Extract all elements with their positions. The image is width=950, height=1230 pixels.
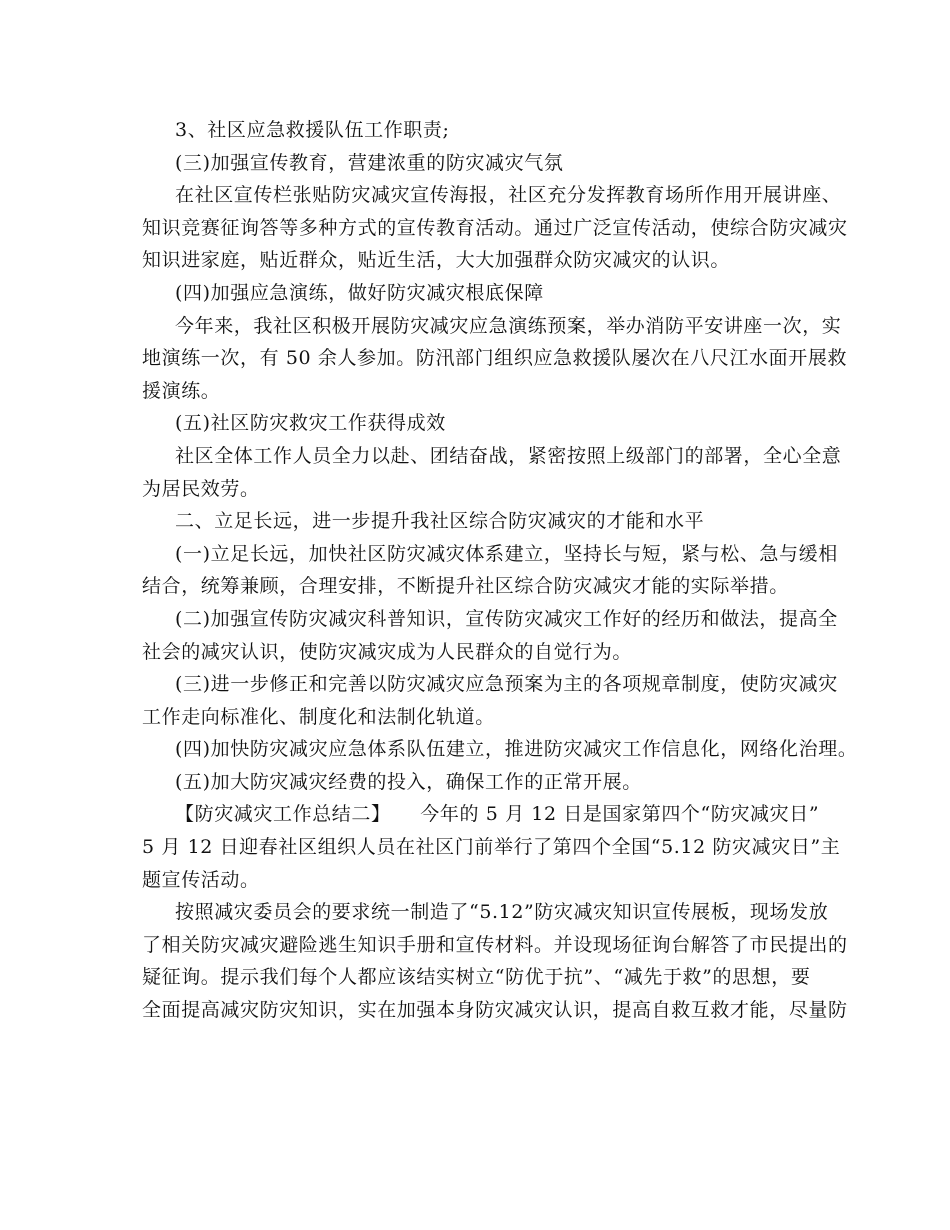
text-line: (三)加强宣传教育，营建浓重的防灾减灾气氛	[175, 151, 564, 174]
text-line: (四)加快防灾减灾应急体系队伍建立，推进防灾减灾工作信息化，网络化治理。	[175, 738, 858, 761]
text-line: (五)社区防灾救灾工作获得成效	[175, 412, 446, 435]
text-line: 全面提高减灾防灾知识，实在加强本身防灾减灾认识，提高自救互救才能，尽量防	[142, 999, 848, 1022]
text-line: 知识进家庭，贴近群众，贴近生活，大大加强群众防灾减灾的认识。	[142, 249, 731, 272]
text-line: 今年来，我社区积极开展防灾减灾应急演练预案，举办消防平安讲座一次，实	[175, 314, 842, 337]
text-line: 地演练一次，有 50 余人参加。防汛部门组织应急救援队屡次在八尺江水面开展救	[142, 347, 848, 370]
text-line: (三)进一步修正和完善以防灾减灾应急预案为主的各项规章制度，使防灾减灾	[175, 673, 838, 696]
text-line: 结合，统筹兼顾，合理安排，不断提升社区综合防灾减灾才能的实际举措。	[142, 575, 789, 598]
text-line: 按照减灾委员会的要求统一制造了“5.12”防灾减灾知识宣传展板，现场发放	[175, 901, 829, 924]
text-line: 在社区宣传栏张贴防灾减灾宣传海报，社区充分发挥教育场所作用开展讲座、	[175, 184, 842, 207]
text-line: 为居民效劳。	[142, 477, 260, 500]
text-line: 了相关防灾减灾避险逃生知识手册和宣传材料。并设现场征询台解答了市民提出的	[142, 933, 848, 956]
text-line: 【防灾减灾工作总结二】 今年的 5 月 12 日是国家第四个“防灾减灾日”	[175, 803, 820, 826]
text-line: 题宣传活动。	[142, 868, 260, 891]
document-body	[142, 114, 858, 1027]
text-line: 二、立足长远，进一步提升我社区综合防灾减灾的才能和水平	[175, 510, 705, 533]
text-line: 知识竞赛征询答等多种方式的宣传教育活动。通过广泛宣传活动，使综合防灾减灾	[142, 216, 848, 239]
text-line: (一)立足长远，加快社区防灾减灾体系建立，坚持长与短，紧与松、急与缓相	[175, 542, 838, 565]
text-line: 工作走向标准化、制度化和法制化轨道。	[142, 705, 495, 728]
text-line: 社会的减灾认识，使防灾减灾成为人民群众的自觉行为。	[142, 640, 633, 663]
text-line: (五)加大防灾减灾经费的投入，确保工作的正常开展。	[175, 770, 642, 793]
text-line: 疑征询。提示我们每个人都应该结实树立“防优于抗”、“减先于救”的思想，要	[142, 966, 811, 989]
text-line: (二)加强宣传防灾减灾科普知识，宣传防灾减灾工作好的经历和做法，提高全	[175, 607, 838, 630]
text-line: 社区全体工作人员全力以赴、团结奋战，紧密按照上级部门的部署，全心全意	[175, 444, 842, 467]
text-line: 援演练。	[142, 379, 221, 402]
text-line: (四)加强应急演练，做好防灾减灾根底保障	[175, 281, 544, 304]
text-line: 3、社区应急救援队伍工作职责;	[175, 119, 450, 141]
text-line: 5 月 12 日迎春社区组织人员在社区门前举行了第四个全国“5.12 防灾减灾日”主	[142, 836, 841, 859]
